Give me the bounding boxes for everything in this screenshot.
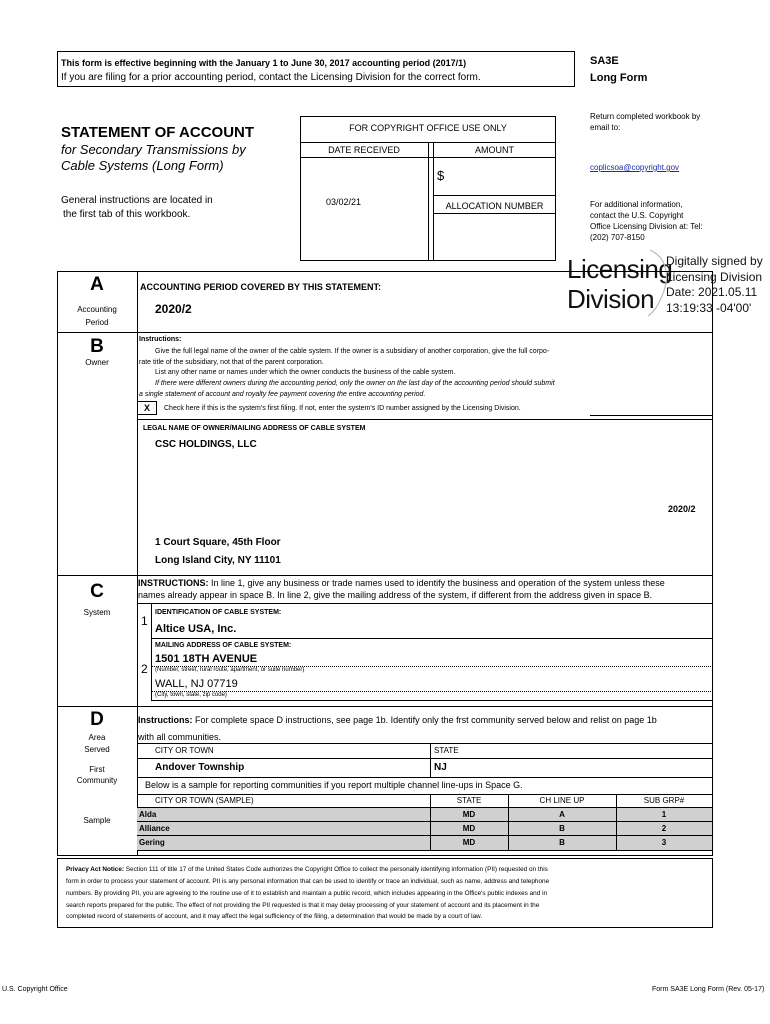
space-d-label-served: Served: [84, 745, 110, 754]
table-row: Gering: [139, 838, 165, 847]
first-filing-checkbox[interactable]: X: [137, 401, 157, 415]
space-b-label: Owner: [85, 358, 109, 367]
office-use-heading: FOR COPYRIGHT OFFICE USE ONLY: [349, 123, 507, 133]
space-a-letter: A: [90, 274, 104, 295]
footer-form-revision: Form SA3E Long Form (Rev. 05-17): [652, 986, 765, 993]
signature-time: 13:19:33 -04'00': [666, 301, 752, 315]
system-city-hint: (City, town, state, zip code): [155, 692, 227, 698]
date-received-label: DATE RECEIVED: [328, 145, 400, 155]
sample-header-city: CITY OR TOWN (SAMPLE): [155, 796, 254, 805]
additional-info-4: (202) 707-8150: [590, 233, 645, 242]
effective-period-line: This form is effective beginning with the January 1 to June 30, 2017 accounting period (2017/1): [61, 58, 467, 68]
sample-row-2-lineup: B: [559, 824, 565, 833]
sample-header-lineup: CH LINE UP: [539, 796, 585, 805]
sample-row-3-lineup: B: [559, 838, 565, 847]
signature-word-division: Division: [567, 284, 655, 314]
space-d-instructions-2: with all communities.: [138, 732, 222, 742]
space-b-instructions-2: rate title of the subsidiary, not that of the parent corporation.: [139, 359, 324, 366]
privacy-line-3: numbers. By providing PII, you are agreeing to the routine use of it to establish and maintain a public record, which includes appearing in the Office's public indexes and in: [66, 890, 548, 897]
privacy-line-4: search reports prepared for the public. The effect of not providing the PII requested is that it may delay processing of your statement of account and its placement in the: [66, 902, 540, 909]
system-mailing-label: MAILING ADDRESS OF CABLE SYSTEM:: [155, 642, 292, 649]
return-email-link[interactable]: coplicsoa@copyright.gov: [590, 163, 680, 172]
community-city-value[interactable]: Andover Township: [155, 762, 245, 773]
privacy-line-1: [66, 866, 548, 873]
space-b-instructions-5: a single statement of account and royalty fee payment covering the entire accounting period.: [139, 391, 426, 398]
space-b-instructions-1: Give the full legal name of the owner of the cable system. If the owner is a subsidiary of another corporation, give the full corpo-: [155, 348, 550, 355]
privacy-text-1: Section 111 of title 17 of the United States Code authorizes the Copyright Office to collect the personally identifying information (PII) requested on this: [124, 866, 548, 873]
space-a-label-2: Period: [85, 318, 109, 327]
allocation-number-label: ALLOCATION NUMBER: [445, 201, 544, 211]
sample-row-1-state: MD: [462, 810, 476, 819]
space-d-label-area: Area: [88, 733, 106, 742]
general-instructions-2: the first tab of this workbook.: [63, 209, 191, 220]
sample-row-1-subgroup: 1: [661, 810, 667, 819]
additional-info-1: For additional information,: [590, 200, 683, 209]
statement-title: STATEMENT OF ACCOUNT: [61, 124, 255, 141]
space-c-instructions-2: names already appear in space B. In line 2, give the mailing address of the system, if different from the address given in space B.: [138, 590, 653, 600]
signature-date: Date: 2021.05.11: [666, 285, 758, 299]
form-name: Long Form: [590, 72, 648, 84]
space-d-instructions-1: [138, 715, 657, 725]
sample-header-state: STATE: [456, 796, 482, 805]
system-street[interactable]: 1501 18TH AVENUE: [155, 653, 258, 665]
space-c-instructions-1: [138, 578, 665, 588]
space-c-label: System: [83, 608, 111, 617]
space-d-label-community: Community: [76, 776, 118, 785]
community-state-value[interactable]: NJ: [434, 762, 447, 773]
accounting-period-heading: ACCOUNTING PERIOD COVERED BY THIS STATEMENT:: [140, 282, 382, 292]
signature-word-licensing: Licensing: [567, 254, 673, 284]
prior-period-line: If you are filing for a prior accounting period, contact the Licensing Division for the correct form.: [61, 72, 481, 83]
return-instructions-2: email to:: [590, 123, 621, 132]
owner-name-label: LEGAL NAME OF OWNER/MAILING ADDRESS OF CABLE SYSTEM: [143, 425, 366, 432]
table-row: Alda: [139, 810, 157, 819]
additional-info-3: Office Licensing Division at: Tel:: [590, 222, 703, 231]
sample-header-subgroup: SUB GRP#: [643, 796, 685, 805]
accounting-period-value: 2020/2: [155, 302, 192, 316]
space-d-letter: D: [90, 709, 104, 730]
form-code: SA3E: [590, 55, 619, 67]
space-d-instructions-heading: Instructions:: [138, 715, 193, 725]
system-line-1-number: 1: [141, 614, 148, 628]
space-a-label-1: Accounting: [77, 305, 117, 314]
additional-info-2: contact the U.S. Copyright: [590, 211, 684, 220]
signature-signer: Licensing Division: [666, 270, 763, 284]
title-subtitle-2: Cable Systems (Long Form): [61, 158, 224, 173]
amount-label: AMOUNT: [475, 145, 514, 155]
first-filing-check-text: Check here if this is the system's first filing. If not, enter the system's ID number assigned by the Licensing Division.: [164, 405, 521, 412]
return-instructions-1: Return completed workbook by: [590, 112, 701, 121]
space-d-instructions-text: For complete space D instructions, see page 1b. Identify only the frst community served below and relist on page 1b: [192, 715, 657, 725]
space-b-letter: B: [90, 336, 104, 357]
general-instructions-1: General instructions are located in: [61, 195, 213, 206]
space-d-label-sample: Sample: [83, 816, 111, 825]
owner-name[interactable]: CSC HOLDINGS, LLC: [155, 439, 257, 450]
privacy-line-5: completed record of statements of account, and it may affect the legal sufficiency of the filing, a determination that would be made by a court of law.: [66, 913, 483, 920]
owner-period-repeat: 2020/2: [668, 504, 696, 514]
space-b-instructions-heading: Instructions:: [139, 336, 182, 343]
system-id-label: IDENTIFICATION OF CABLE SYSTEM:: [155, 609, 282, 616]
sample-row-2-subgroup: 2: [661, 824, 667, 833]
sample-row-1-lineup: A: [559, 810, 565, 819]
sample-row-2-state: MD: [462, 824, 476, 833]
system-line-2-number: 2: [141, 662, 148, 676]
privacy-heading: Privacy Act Notice:: [66, 866, 125, 873]
space-c-letter: C: [90, 581, 104, 602]
community-state-label: STATE: [434, 746, 459, 755]
footer-office: U.S. Copyright Office: [2, 986, 68, 993]
owner-address-line-2[interactable]: Long Island City, NY 11101: [155, 555, 281, 566]
space-b-instructions-4: If there were different owners during the accounting period, only the owner on the last day of the accounting period should submit: [155, 380, 555, 387]
sample-row-3-subgroup: 3: [661, 838, 667, 847]
table-row: Alliance: [139, 824, 170, 833]
system-city[interactable]: WALL, NJ 07719: [155, 678, 238, 690]
owner-address-line-1[interactable]: 1 Court Square, 45th Floor: [155, 537, 281, 548]
amount-dollar-sign: $: [437, 168, 445, 183]
privacy-line-2: form in order to process your statement of account. PII is any personal information that can be used to identify or trace an individual, such as name, address and telephone: [66, 878, 550, 885]
sample-row-3-state: MD: [462, 838, 476, 847]
space-b-instructions-3: List any other name or names under which the owner conducts the business of the cable system.: [155, 369, 456, 376]
community-city-label: CITY OR TOWN: [155, 746, 214, 755]
space-c-instructions-heading: INSTRUCTIONS:: [138, 578, 209, 588]
date-received-value: 03/02/21: [326, 197, 362, 207]
signature-signed-by: Digitally signed by: [666, 254, 763, 268]
sample-note: Below is a sample for reporting communities if you report multiple channel line-ups in Space G.: [145, 780, 523, 790]
space-d-label-first: First: [89, 765, 105, 774]
system-name[interactable]: Altice USA, Inc.: [155, 623, 237, 635]
title-subtitle-1: for Secondary Transmissions by: [61, 142, 246, 157]
system-street-hint: (Number, street, rural route, apartment, or suite number): [155, 667, 305, 673]
space-c-instructions-text: In line 1, give any business or trade names used to identify the business and operation of the system unless these: [208, 578, 665, 588]
